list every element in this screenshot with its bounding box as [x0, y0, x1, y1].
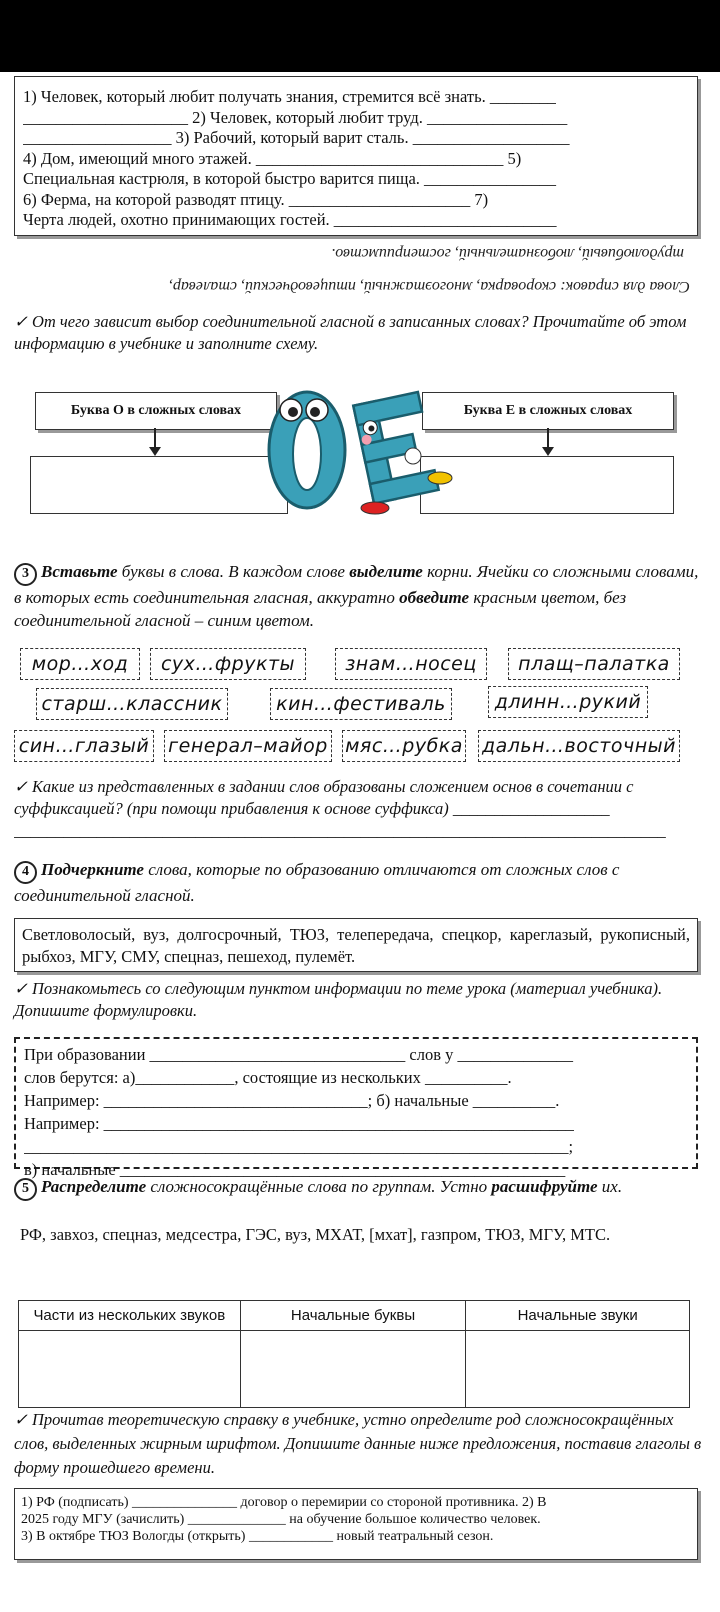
task-number-3: 3: [14, 563, 37, 586]
answer-line[interactable]: _______________________________________________________________________________: [14, 821, 666, 840]
sentence-line: 1) РФ (подписать) _______________ договор о перемирии со стороной противника. 2) В: [21, 1495, 547, 1510]
word-cell[interactable]: дальн…восточный: [478, 730, 680, 762]
definition-line: Специальная кастрюля, в которой быстро варится пища. ________________: [23, 169, 557, 188]
word-cell[interactable]: знам…носец: [335, 648, 487, 680]
arrow-down-icon: [140, 428, 170, 458]
question-rule: ✓ Познакомьтесь со следующим пунктом информации по теме урока (материал учебника). Допишите формулировки.: [14, 979, 663, 1020]
task-4-verb: Подчеркните: [41, 860, 144, 879]
task-4-instruction: [14, 858, 704, 907]
definition-line: Черта людей, охотно принимающих гостей. ___________________________: [23, 210, 557, 229]
definition-line: 1) Человек, который любит получать знания, стремится всё знать. ________: [23, 87, 556, 106]
table-cell[interactable]: [466, 1331, 690, 1408]
task-5-verb-2: расшифруйте: [491, 1177, 598, 1196]
mirrored-hint-line-2: трудолюбивый, любознательный, гостеприимство.: [331, 245, 684, 262]
rule-line: Например: ________________________________; б) начальные __________.: [24, 1091, 560, 1110]
word-cell[interactable]: син…глазый: [14, 730, 154, 762]
letters-o-e-mascot-image: [255, 378, 465, 518]
definition-line: __________________ 3) Рабочий, который варит сталь. ___________________: [23, 128, 570, 147]
word-cell[interactable]: старш…классник: [36, 688, 228, 720]
abbreviations-list: РФ, завхоз, спецназ, медсестра, ГЭС, вуз, МХАТ, [мхат], газпром, ТЮЗ, МГУ, МТС.: [20, 1225, 611, 1244]
task-3-verb-3: обведите: [399, 588, 470, 607]
sentences-box: [14, 1488, 698, 1560]
task-3-verb-2: выделите: [349, 562, 423, 581]
column-header: Части из нескольких звуков: [19, 1301, 241, 1331]
rule-line: __________________________________________________________________;: [24, 1137, 574, 1156]
scheme-label-e: Буква Е в сложных словах: [463, 403, 633, 418]
definition-line: 6) Ферма, на которой разводят птицу. ______________________ 7): [23, 189, 489, 209]
task-3-text: буквы в слова. В каждом слове: [117, 562, 350, 581]
sentence-line: 2025 году МГУ (зачислить) ______________ на обучение большое количество человек.: [21, 1512, 541, 1527]
table-cell[interactable]: [240, 1331, 466, 1408]
rule-fill-in-box: [14, 1037, 698, 1179]
task-3-text-3: красным цветом, без соединительной гласной – синим цветом.: [14, 588, 627, 630]
rule-line: При образовании _______________________________ слов у ______________: [24, 1045, 573, 1064]
task-5-text-2: их.: [597, 1177, 623, 1196]
task-5-text: сложносокращённые слова по группам. Устно: [146, 1177, 492, 1196]
word-cell[interactable]: кин…фестиваль: [270, 688, 452, 720]
top-black-bar: [0, 0, 720, 72]
definitions-box: [14, 76, 698, 236]
task-number-5: 5: [14, 1178, 37, 1201]
task-4-text: слова, которые по образованию отличаются от сложных слов с соединительной гласной.: [14, 860, 620, 905]
word-cell[interactable]: мяс…рубка: [342, 730, 466, 762]
word-cell[interactable]: мор…ход: [20, 648, 140, 680]
scheme-box-o: [35, 392, 277, 430]
word-cell[interactable]: плащ–палатка: [508, 648, 680, 680]
task-5-verb: Распределите: [41, 1177, 147, 1196]
table-cell[interactable]: [19, 1331, 241, 1408]
rule-line: в) начальные ______________________________________________________: [24, 1160, 566, 1179]
task-3-instruction: [14, 560, 704, 632]
rule-line: слов берутся: а)____________, состоящие из нескольких __________.: [24, 1068, 512, 1087]
sentence-line: 3) В октябре ТЮЗ Вологды (открыть) ____________ новый театральный сезон.: [21, 1529, 494, 1544]
task-number-4: 4: [14, 861, 37, 884]
column-header: Начальные буквы: [240, 1301, 466, 1331]
question-gender: ✓ Прочитав теоретическую справку в учебнике, устно определите род сложносокращённых слов, выделенных жирным шрифтом. Допишите данные ниже предложения, поставив глаголы в форму прошедшего времени.: [14, 1410, 702, 1477]
scheme-answer-box-o[interactable]: [30, 456, 288, 514]
definition-line: ____________________ 2) Человек, который любит труд. _________________: [23, 107, 568, 127]
word-cell[interactable]: длинн…рукий: [488, 686, 648, 718]
task-5-instruction: [14, 1175, 704, 1201]
column-header: Начальные звуки: [466, 1301, 690, 1331]
definition-line: 4) Дом, имеющий много этажей. ______________________________ 5): [23, 148, 522, 168]
scheme-label-o: Буква О в сложных словах: [70, 403, 242, 418]
arrow-down-icon: [533, 428, 563, 458]
rule-line: Например: _________________________________________________________: [24, 1114, 574, 1133]
task-3-verb: Вставьте: [41, 562, 118, 581]
groups-table: [18, 1300, 690, 1408]
word-cell[interactable]: генерал–майор: [164, 730, 332, 762]
word-cell[interactable]: сух…фрукты: [150, 648, 306, 680]
words-list-box: Светловолосый, вуз, долгосрочный, ТЮЗ, телепередача, спецкор, кареглазый, рукописный, рыбхоз, МГУ, СМУ, спецназ, пешеход, пулемёт.: [14, 918, 698, 972]
task-3-text-2: корни. Ячейки со сложными словами, в которых есть соединительная гласная, аккуратно: [14, 562, 699, 607]
question-connecting-vowel: ✓ От чего зависит выбор соединительной гласной в записанных словах? Прочитайте об этом информацию в учебнике и заполните схему.: [14, 312, 687, 353]
question-suffixation: ✓ Какие из представленных в задании слов образованы сложением основ в сочетании с суффиксацией? (при помощи прибавления к основе суффикса) ___________________: [14, 777, 634, 818]
mirrored-hint-line-1: Слова для справок: скороварка, многоэтажный, птицеводческий, сталевар,: [168, 278, 690, 295]
